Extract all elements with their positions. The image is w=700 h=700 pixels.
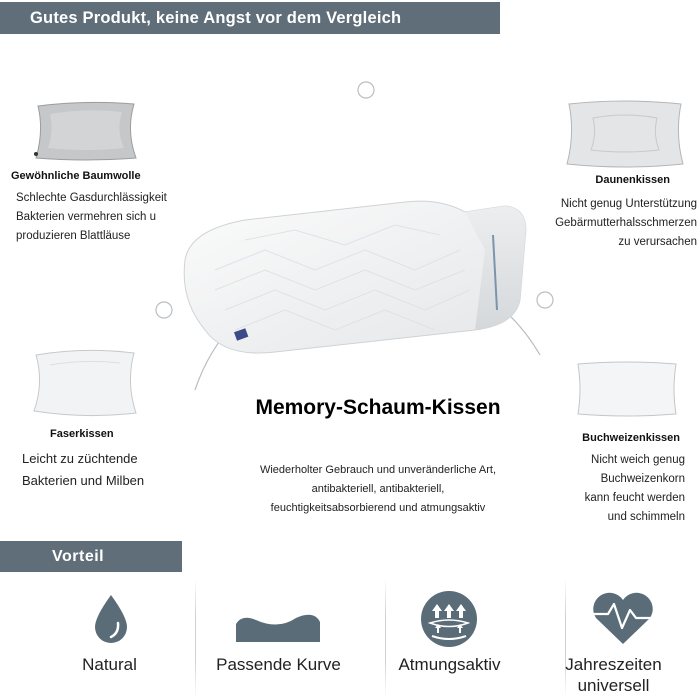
down-line-3: zu verursachen xyxy=(618,236,697,248)
fiber-line-1: Leicht zu züchtende xyxy=(22,451,138,466)
buckwheat-title: Buchweizenkissen xyxy=(582,432,680,444)
feature-breathable-label: Atmungsaktiv xyxy=(398,655,501,674)
down-line-2: Gebärmutterhalsschmerzen xyxy=(555,217,697,229)
main-desc-line-3: feuchtigkeitsabsorbierend und atmungsaktiv xyxy=(270,502,486,514)
down-line-1: Nicht genug Unterstützung xyxy=(560,198,697,210)
cotton-line-2: Bakterien vermehren sich u xyxy=(16,211,156,223)
feature-curve-label: Passende Kurve xyxy=(216,655,341,674)
cotton-title: Gewöhnliche Baumwolle xyxy=(11,170,141,182)
feature-natural xyxy=(22,654,197,675)
feature-natural-label: Natural xyxy=(82,655,137,674)
drop-icon xyxy=(91,593,131,645)
feature-seasons xyxy=(526,654,700,696)
cotton-pillow-image xyxy=(30,98,142,164)
advantages-title: Vorteil xyxy=(52,547,105,565)
fiber-line-2: Bakterien und Milben xyxy=(22,473,145,488)
buckwheat-line-3: kann feucht werden xyxy=(584,492,685,504)
main-desc-line-1: Wiederholter Gebrauch und unveränderliche Art, xyxy=(259,464,497,476)
down-title: Daunenkissen xyxy=(595,174,670,186)
feature-curve xyxy=(191,654,366,675)
fiber-title: Faserkissen xyxy=(50,428,114,440)
feature-seasons-label-line1: Jahreszeiten xyxy=(565,655,662,674)
cotton-line-3: produzieren Blattläuse xyxy=(16,230,131,242)
curve-pillow-icon xyxy=(232,612,324,644)
breathable-arrows-icon xyxy=(420,590,478,648)
advantages-banner xyxy=(0,541,182,572)
feature-breathable xyxy=(362,654,537,675)
cotton-line-1: Schlechte Gasdurchlässigkeit xyxy=(16,192,167,204)
main-desc-line-2: antibakteriell, antibakteriell, xyxy=(311,483,445,495)
memory-foam-pillow-image xyxy=(175,190,545,360)
feature-seasons-label-line2: universell xyxy=(577,676,650,695)
down-pillow-image xyxy=(563,98,687,170)
buckwheat-line-2: Buchweizenkorn xyxy=(600,473,685,485)
feature-divider-2 xyxy=(385,578,386,698)
feature-divider-1 xyxy=(195,578,196,698)
arc-dot-left xyxy=(156,302,172,318)
arc-dot-top xyxy=(358,82,374,98)
buckwheat-line-1: Nicht weich genug xyxy=(591,454,685,466)
main-product-title: Memory-Schaum-Kissen xyxy=(255,396,501,419)
buckwheat-line-4: und schimmeln xyxy=(607,511,685,523)
heart-pulse-icon xyxy=(590,590,656,646)
header-title: Gutes Produkt, keine Angst vor dem Vergleich xyxy=(30,8,402,27)
